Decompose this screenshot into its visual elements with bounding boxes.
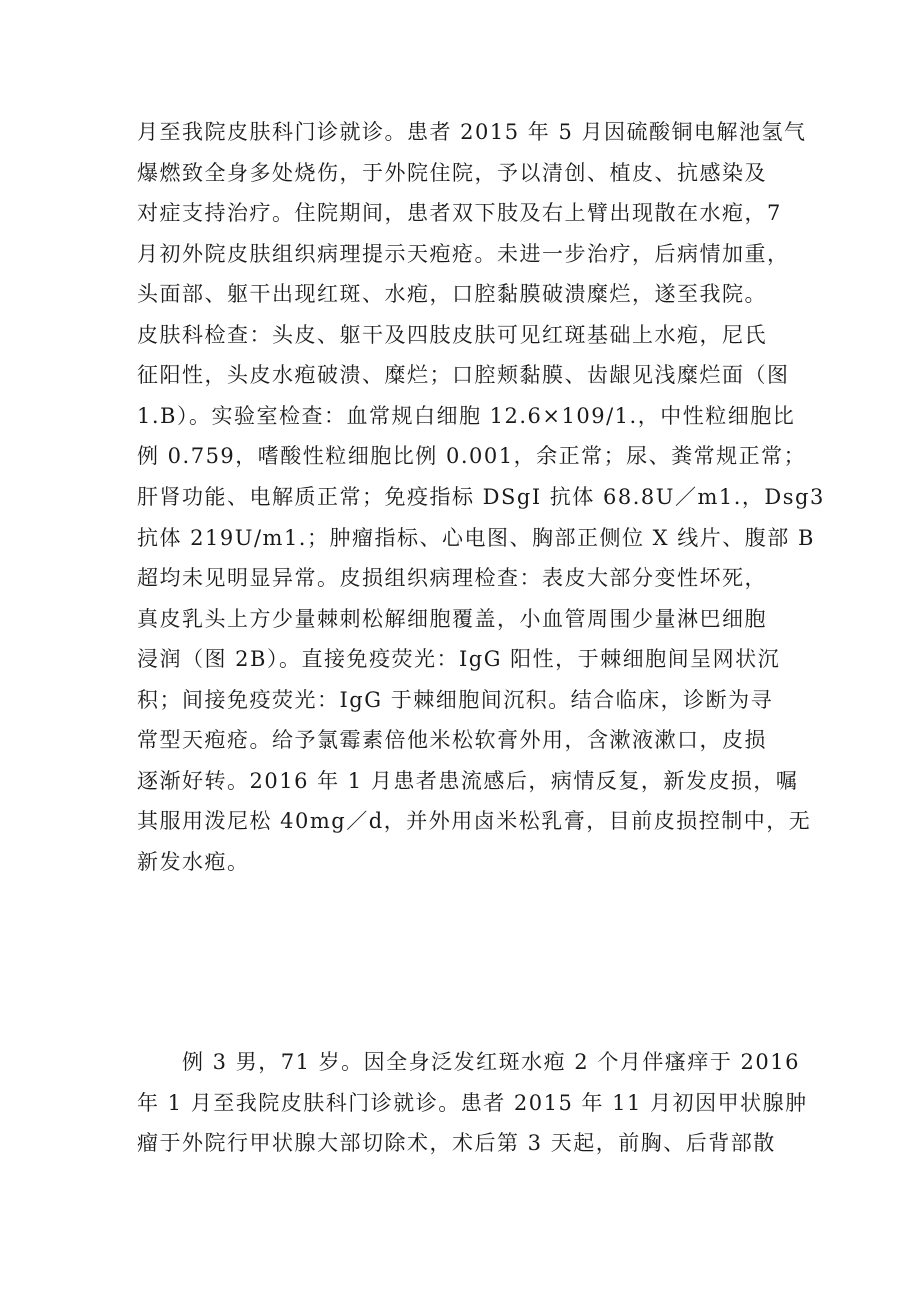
text-line: 年 1 月至我院皮肤科门诊就诊。患者 2015 年 11 月初因甲状腺肿 (137, 1090, 808, 1115)
text-line: 逐渐好转。2016 年 1 月患者患流感后，病情反复，新发皮损，嘱 (137, 768, 799, 793)
text-line: 新发水疱。 (137, 849, 250, 874)
text-line: 常型天疱疮。给予氯霉素倍他米松软膏外用，含漱液漱口，皮损 (137, 728, 767, 753)
text-line: 抗体 219U/m1.；肿瘤指标、心电图、胸部正侧位 X 线片、腹部 B (137, 525, 815, 550)
text-line: 超均未见明显异常。皮损组织病理检查：表皮大部分变性坏死， (137, 566, 767, 591)
text-line: 瘤于外院行甲状腺大部切除术，术后第 3 天起，前胸、后背部散 (137, 1131, 776, 1156)
text-line: 浸润（图 2B）。直接免疫荧光：IgG 阳性，于棘细胞间呈网状沉 (137, 647, 781, 672)
text-line: 月初外院皮肤组织病理提示天疱疮。未进一步治疗，后病情加重， (137, 241, 790, 266)
text-line: 皮肤科检查：头皮、躯干及四肢皮肤可见红斑基础上水疱，尼氏 (137, 322, 767, 347)
text-line: 例 3 男，71 岁。因全身泛发红斑水疱 2 个月伴瘙痒于 2016 (182, 1050, 800, 1074)
text-line: 其服用泼尼松 40mg／d，并外用卤米松乳膏，目前皮损控制中，无 (137, 809, 812, 834)
text-line: 征阳性，头皮水疱破溃、糜烂；口腔颊黏膜、齿龈见浅糜烂面（图 (137, 363, 790, 388)
text-line: 例 0.759，嗜酸性粒细胞比例 0.001，余正常；尿、粪常规正常； (137, 444, 807, 469)
text-line: 对症支持治疗。住院期间，患者双下肢及右上臂出现散在水疱，7 (137, 201, 782, 226)
text-line: 真皮乳头上方少量棘刺松解细胞覆盖，小血管周围少量淋巴细胞 (137, 606, 767, 631)
text-line: 积；间接免疫荧光：IgG 于棘细胞间沉积。结合临床，诊断为寻 (137, 687, 774, 712)
text-line: 头面部、躯干出现红斑、水疱，口腔黏膜破溃糜烂，遂至我院。 (137, 282, 767, 307)
text-line: 月至我院皮肤科门诊就诊。患者 2015 年 5 月因硫酸铜电解池氢气 (137, 120, 807, 144)
text-line: 肝肾功能、电解质正常；免疫指标 DSgI 抗体 68.8U／m1.，Dsg3 (137, 484, 825, 509)
text-line: 1.B）。实验室检查：血常规白细胞 12.6×109/1.，中性粒细胞比 (137, 403, 796, 428)
text-line: 爆燃致全身多处烧伤，于外院住院，予以清创、植皮、抗感染及 (137, 160, 767, 185)
